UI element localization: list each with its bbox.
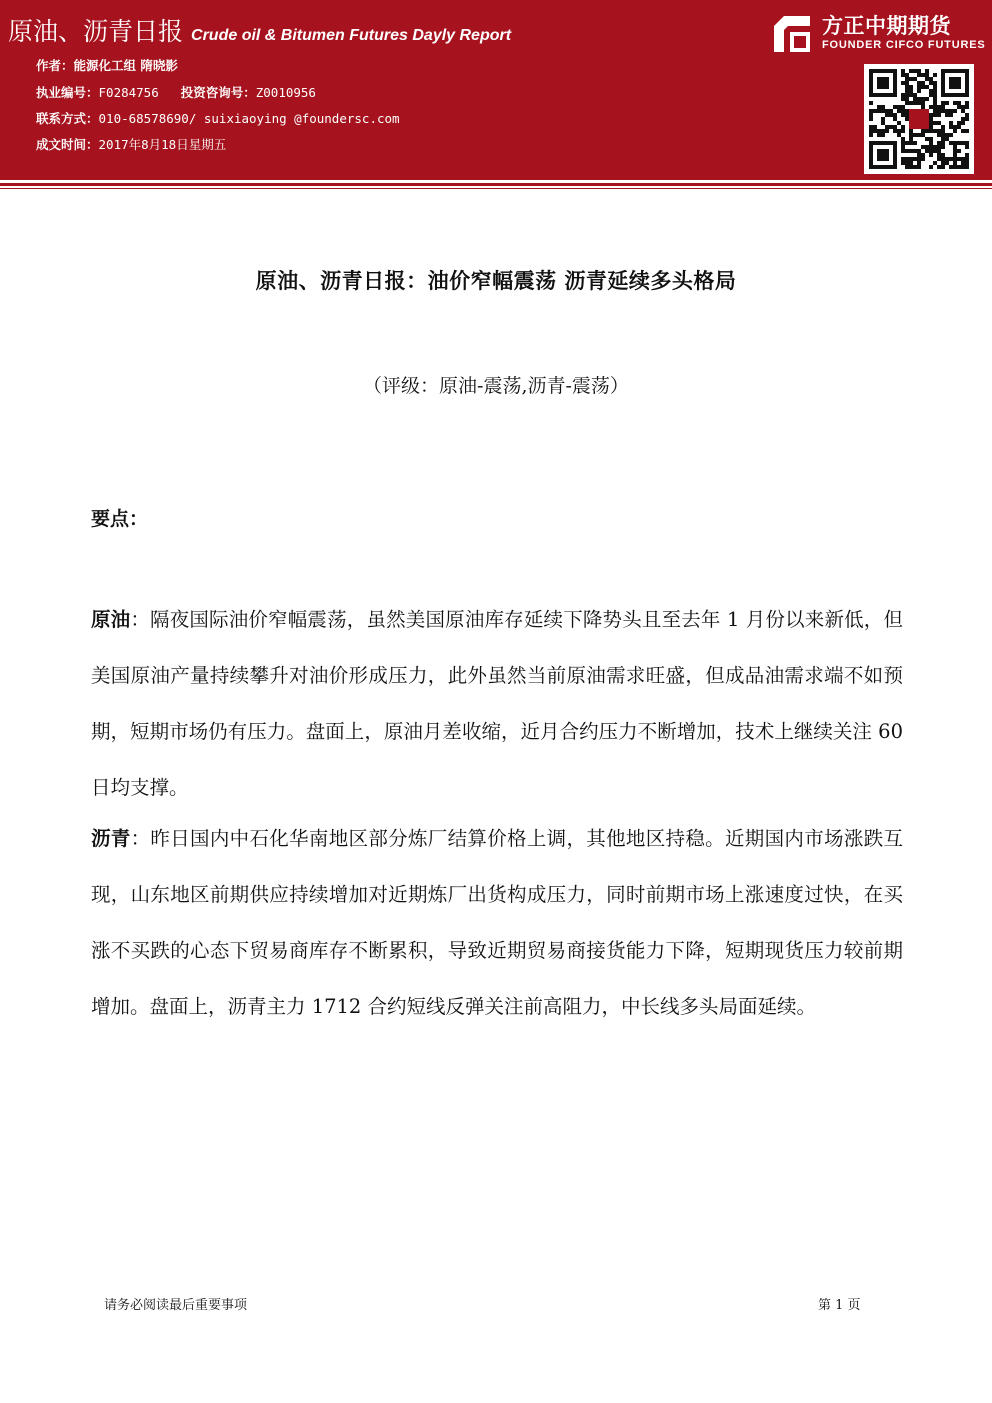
crude-oil-lead: 原油	[91, 608, 131, 631]
bitumen-paragraph	[91, 811, 903, 1035]
license-value: F0284756	[98, 85, 159, 100]
header-title-cn: 原油、沥青日报	[8, 17, 184, 46]
qr-code-icon	[864, 64, 974, 174]
key-points-heading: 要点：	[91, 508, 149, 530]
license-line	[36, 83, 316, 101]
consult-label: 投资咨询号：	[180, 85, 256, 100]
bitumen-text: ：昨日国内中石化华南地区部分炼厂结算价格上调，其他地区持稳。近期国内市场涨跌互现，山东地区前期供应持续增加对近期炼厂出货构成压力，同时前期市场上涨速度过快，在买涨不买跌的心态下贸易商库存不断累积，导致近期贸易商接货能力下降，短期现货压力较前期增加。盘面上，沥青主力 1712 合约短线反弹关注前高阻力，中长线多头局面延续。	[91, 827, 903, 1018]
footer-page-number: 第 1 页	[818, 1298, 861, 1313]
founder-logo-icon	[770, 12, 814, 56]
header-divider-thin	[0, 188, 992, 189]
license-label: 执业编号：	[36, 85, 99, 100]
document-title: 原油、沥青日报：油价窄幅震荡 沥青延续多头格局	[255, 269, 737, 293]
logo-name-en: FOUNDER CIFCO FUTURES	[822, 39, 986, 51]
author-label: 作者：	[36, 58, 74, 73]
contact-line	[36, 109, 400, 127]
date-line	[36, 135, 226, 153]
crude-oil-text: ：隔夜国际油价窄幅震荡，虽然美国原油库存延续下降势头且至去年 1 月份以来新低，但美国原油产量持续攀升对油价形成压力，此外虽然当前原油需求旺盛，但成品油需求端不如预期，短期市场仍有压力。盘面上，原油月差收缩，近月合约压力不断增加，技术上继续关注 60 日均支撑。	[91, 608, 903, 799]
header-title	[8, 12, 511, 48]
header-divider	[0, 183, 992, 186]
contact-label: 联系方式：	[36, 111, 99, 126]
logo-name-cn: 方正中期期货	[822, 14, 951, 38]
crude-oil-paragraph	[91, 592, 903, 816]
author-line	[36, 56, 178, 74]
document-rating: （评级：原油-震荡,沥青-震荡）	[363, 375, 629, 397]
date-value: 2017年8月18日星期五	[98, 137, 227, 152]
report-header	[0, 0, 992, 180]
contact-value: 010-68578690/ suixiaoying @foundersc.com	[98, 111, 400, 126]
date-label: 成文时间：	[36, 137, 99, 152]
founder-cifco-logo	[770, 8, 985, 58]
header-title-en: Crude oil & Bitumen Futures Dayly Report	[191, 27, 512, 44]
footer-notice: 请务必阅读最后重要事项	[104, 1298, 248, 1313]
bitumen-lead: 沥青	[91, 827, 131, 850]
author-value: 能源化工组 隋晓影	[73, 58, 178, 73]
consult-value: Z0010956	[255, 85, 316, 100]
